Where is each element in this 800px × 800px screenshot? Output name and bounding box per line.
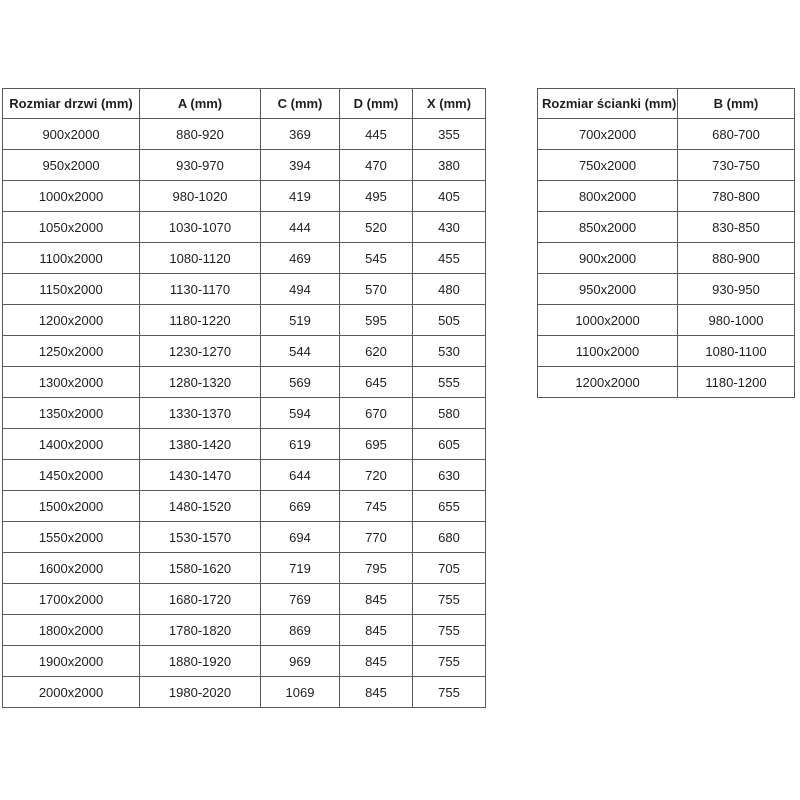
table-cell: 670 (340, 398, 413, 429)
table-cell: 1080-1120 (140, 243, 261, 274)
table-cell: 445 (340, 119, 413, 150)
table-cell: 980-1000 (678, 305, 795, 336)
table-cell: 1380-1420 (140, 429, 261, 460)
table-cell: 555 (413, 367, 486, 398)
table-cell: 545 (340, 243, 413, 274)
table-cell: 930-950 (678, 274, 795, 305)
table-row (3, 615, 486, 646)
table-row (3, 212, 486, 243)
door-dimensions-table (2, 88, 486, 708)
table-row (538, 119, 795, 150)
table-cell: 700x2000 (538, 119, 678, 150)
table-row (3, 429, 486, 460)
table-cell: 755 (413, 615, 486, 646)
table-cell: 730-750 (678, 150, 795, 181)
table-cell: 950x2000 (3, 150, 140, 181)
table-cell: 369 (261, 119, 340, 150)
table-cell: 1480-1520 (140, 491, 261, 522)
table-cell: 469 (261, 243, 340, 274)
column-header: Rozmiar ścianki (mm) (538, 89, 678, 119)
table-cell: 1030-1070 (140, 212, 261, 243)
table-cell: 745 (340, 491, 413, 522)
table-cell: 845 (340, 677, 413, 708)
table-cell: 1430-1470 (140, 460, 261, 491)
table-cell: 869 (261, 615, 340, 646)
table-row (3, 305, 486, 336)
table-row (538, 274, 795, 305)
table-cell: 519 (261, 305, 340, 336)
table-cell: 644 (261, 460, 340, 491)
table-row (538, 305, 795, 336)
table-cell: 755 (413, 646, 486, 677)
table-cell: 595 (340, 305, 413, 336)
table-cell: 1250x2000 (3, 336, 140, 367)
table-cell: 1200x2000 (3, 305, 140, 336)
table-cell: 1780-1820 (140, 615, 261, 646)
table-cell: 1000x2000 (538, 305, 678, 336)
table-cell: 1800x2000 (3, 615, 140, 646)
table-row (3, 367, 486, 398)
table-cell: 720 (340, 460, 413, 491)
table-cell: 669 (261, 491, 340, 522)
door-table-body (3, 119, 486, 708)
table-cell: 1200x2000 (538, 367, 678, 398)
table-cell: 845 (340, 584, 413, 615)
table-cell: 394 (261, 150, 340, 181)
table-cell: 455 (413, 243, 486, 274)
table-cell: 1680-1720 (140, 584, 261, 615)
table-row (3, 553, 486, 584)
table-cell: 520 (340, 212, 413, 243)
table-row (3, 274, 486, 305)
table-cell: 1100x2000 (3, 243, 140, 274)
table-row (3, 398, 486, 429)
door-table-header-row (3, 89, 486, 119)
table-cell: 544 (261, 336, 340, 367)
table-cell: 1350x2000 (3, 398, 140, 429)
table-cell: 1280-1320 (140, 367, 261, 398)
table-cell: 605 (413, 429, 486, 460)
table-cell: 1530-1570 (140, 522, 261, 553)
table-cell: 430 (413, 212, 486, 243)
table-cell: 1980-2020 (140, 677, 261, 708)
table-cell: 419 (261, 181, 340, 212)
table-row (3, 181, 486, 212)
table-cell: 900x2000 (3, 119, 140, 150)
table-cell: 680 (413, 522, 486, 553)
table-cell: 355 (413, 119, 486, 150)
column-header: X (mm) (413, 89, 486, 119)
table-cell: 620 (340, 336, 413, 367)
table-cell: 1130-1170 (140, 274, 261, 305)
column-header: D (mm) (340, 89, 413, 119)
table-cell: 1400x2000 (3, 429, 140, 460)
table-cell: 1080-1100 (678, 336, 795, 367)
wall-table-header-row (538, 89, 795, 119)
table-cell: 969 (261, 646, 340, 677)
table-row (538, 212, 795, 243)
table-cell: 1550x2000 (3, 522, 140, 553)
table-cell: 2000x2000 (3, 677, 140, 708)
table-cell: 695 (340, 429, 413, 460)
table-cell: 850x2000 (538, 212, 678, 243)
table-cell: 1700x2000 (3, 584, 140, 615)
column-header: B (mm) (678, 89, 795, 119)
table-cell: 494 (261, 274, 340, 305)
table-cell: 780-800 (678, 181, 795, 212)
table-row (3, 460, 486, 491)
table-cell: 880-920 (140, 119, 261, 150)
table-cell: 845 (340, 646, 413, 677)
table-row (538, 150, 795, 181)
table-cell: 795 (340, 553, 413, 584)
table-cell: 1100x2000 (538, 336, 678, 367)
table-cell: 495 (340, 181, 413, 212)
table-cell: 380 (413, 150, 486, 181)
table-cell: 830-850 (678, 212, 795, 243)
table-cell: 755 (413, 677, 486, 708)
table-cell: 505 (413, 305, 486, 336)
column-header: C (mm) (261, 89, 340, 119)
table-row (3, 336, 486, 367)
table-row (3, 646, 486, 677)
table-cell: 880-900 (678, 243, 795, 274)
table-row (3, 119, 486, 150)
table-row (538, 336, 795, 367)
wall-dimensions-table (537, 88, 795, 398)
table-cell: 1900x2000 (3, 646, 140, 677)
wall-table-body (538, 119, 795, 398)
table-row (538, 367, 795, 398)
table-cell: 530 (413, 336, 486, 367)
table-cell: 950x2000 (538, 274, 678, 305)
table-cell: 705 (413, 553, 486, 584)
table-cell: 1300x2000 (3, 367, 140, 398)
table-cell: 769 (261, 584, 340, 615)
table-cell: 444 (261, 212, 340, 243)
table-cell: 580 (413, 398, 486, 429)
table-row (538, 243, 795, 274)
table-row (3, 150, 486, 181)
table-cell: 570 (340, 274, 413, 305)
table-cell: 1000x2000 (3, 181, 140, 212)
table-row (3, 677, 486, 708)
table-row (3, 243, 486, 274)
table-cell: 1230-1270 (140, 336, 261, 367)
table-cell: 1180-1220 (140, 305, 261, 336)
table-cell: 770 (340, 522, 413, 553)
table-cell: 1069 (261, 677, 340, 708)
table-cell: 1150x2000 (3, 274, 140, 305)
table-cell: 1450x2000 (3, 460, 140, 491)
table-cell: 900x2000 (538, 243, 678, 274)
table-row (3, 522, 486, 553)
table-cell: 470 (340, 150, 413, 181)
table-row (538, 181, 795, 212)
column-header: A (mm) (140, 89, 261, 119)
table-cell: 1880-1920 (140, 646, 261, 677)
table-cell: 719 (261, 553, 340, 584)
table-cell: 630 (413, 460, 486, 491)
table-cell: 1180-1200 (678, 367, 795, 398)
table-cell: 569 (261, 367, 340, 398)
table-cell: 405 (413, 181, 486, 212)
table-cell: 680-700 (678, 119, 795, 150)
table-cell: 930-970 (140, 150, 261, 181)
table-cell: 1600x2000 (3, 553, 140, 584)
table-cell: 755 (413, 584, 486, 615)
table-cell: 645 (340, 367, 413, 398)
column-header: Rozmiar drzwi (mm) (3, 89, 140, 119)
table-cell: 480 (413, 274, 486, 305)
table-cell: 750x2000 (538, 150, 678, 181)
table-cell: 594 (261, 398, 340, 429)
table-cell: 694 (261, 522, 340, 553)
table-cell: 980-1020 (140, 181, 261, 212)
table-cell: 655 (413, 491, 486, 522)
table-cell: 1050x2000 (3, 212, 140, 243)
table-row (3, 584, 486, 615)
table-cell: 800x2000 (538, 181, 678, 212)
table-cell: 1580-1620 (140, 553, 261, 584)
table-cell: 1500x2000 (3, 491, 140, 522)
table-row (3, 491, 486, 522)
table-cell: 619 (261, 429, 340, 460)
table-cell: 1330-1370 (140, 398, 261, 429)
table-cell: 845 (340, 615, 413, 646)
